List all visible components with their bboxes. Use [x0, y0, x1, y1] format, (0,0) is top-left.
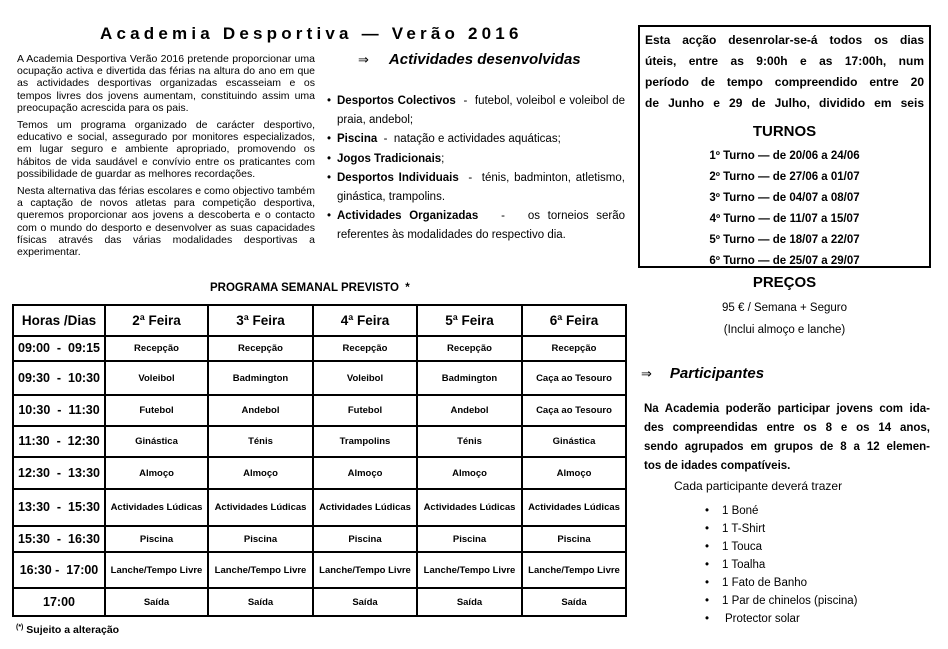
table-cell: Saída	[522, 588, 626, 616]
table-cell: Piscina	[313, 526, 417, 552]
table-cell: Almoço	[313, 457, 417, 489]
table-cell: Recepção	[208, 336, 313, 361]
activities-heading-label: Actividades desenvolvidas	[388, 51, 581, 68]
weekly-schedule-table	[12, 304, 627, 617]
turnos-title: TURNOS	[752, 123, 817, 140]
table-cell: Lanche/Tempo Livre	[105, 552, 208, 588]
activity-name: Piscina	[337, 133, 378, 145]
table-cell: Saída	[208, 588, 313, 616]
bring-item: • 1 Touca	[705, 538, 858, 556]
column-header: 4ª Feira	[313, 305, 417, 336]
bring-item: • 1 T-Shirt	[705, 520, 858, 538]
activity-name: Actividades Organizadas	[337, 210, 479, 222]
info-line: período de tempo compreendido entre 20	[645, 75, 924, 89]
table-row	[13, 395, 626, 426]
column-header: 6ª Feira	[522, 305, 626, 336]
bring-list	[705, 502, 858, 628]
footnote-text: Sujeito a alteração	[23, 624, 120, 636]
participants-heading	[641, 365, 764, 382]
column-header: Horas /Dias	[13, 305, 105, 336]
participants-heading-label: Participantes	[669, 365, 765, 382]
table-cell: Lanche/Tempo Livre	[522, 552, 626, 588]
activity-name: Desportos Colectivos	[337, 95, 456, 107]
activity-item	[325, 92, 625, 129]
bring-item: • 1 Par de chinelos (piscina)	[705, 592, 858, 610]
activity-item	[325, 130, 625, 149]
prices-title: PREÇOS	[752, 274, 817, 291]
table-cell: Badmington	[208, 361, 313, 395]
time-cell: 11:30 - 12:30	[13, 426, 105, 457]
table-cell: Recepção	[417, 336, 522, 361]
activities-list	[325, 92, 625, 245]
table-row	[13, 588, 626, 616]
activity-description: ;	[441, 152, 445, 165]
table-cell: Ténis	[417, 426, 522, 457]
table-cell: Piscina	[208, 526, 313, 552]
table-row	[13, 552, 626, 588]
turno-item: 4º Turno — de 11/07 a 15/07	[709, 213, 860, 225]
time-cell: 17:00	[13, 588, 105, 616]
table-cell: Lanche/Tempo Livre	[417, 552, 522, 588]
table-cell: Piscina	[417, 526, 522, 552]
double-arrow-right-icon: ⇒	[358, 53, 369, 68]
table-cell: Badmington	[417, 361, 522, 395]
table-row	[13, 526, 626, 552]
time-cell: 12:30 - 13:30	[13, 457, 105, 489]
table-cell: Caça ao Tesouro	[522, 361, 626, 395]
schedule-footnote	[16, 624, 119, 636]
table-row	[13, 426, 626, 457]
bring-item: • 1 Toalha	[705, 556, 858, 574]
table-cell: Voleibol	[313, 361, 417, 395]
table-cell: Piscina	[522, 526, 626, 552]
turno-item: 6º Turno — de 25/07 a 29/07	[709, 255, 860, 267]
activity-separator: -	[458, 172, 482, 184]
participants-line: sendo agrupados em grupos de 8 a 12 elemen-	[644, 441, 930, 453]
page-title: Academia Desportiva — Verão 2016	[100, 24, 523, 43]
intro-paragraph: Temos um programa organizado de carácter desportivo, educativo e social, assegurado por monitores especializados, em lugar seguro e ambiente apropriado, promovendo os hábitos de vida saudável e convívio entre os praticantes com possibilidade de guardar as melhores recordações.	[17, 119, 315, 180]
table-cell: Actividades Lúdicas	[105, 489, 208, 526]
bring-title: Cada participante deverá trazer	[674, 479, 843, 493]
activity-description: ténis, badminton, atletismo, ginástica, trampolins.	[337, 172, 625, 203]
price-line: 95 € / Semana + Seguro	[722, 302, 847, 314]
table-cell: Andebol	[417, 395, 522, 426]
participants-line: des compreendidas entre os 8 e os 14 anos,	[644, 422, 930, 434]
schedule-info-box	[638, 25, 931, 268]
table-cell: Saída	[105, 588, 208, 616]
table-cell: Actividades Lúdicas	[313, 489, 417, 526]
table-cell: Recepção	[313, 336, 417, 361]
time-cell: 15:30 - 16:30	[13, 526, 105, 552]
schedule-title: PROGRAMA SEMANAL PREVISTO *	[210, 282, 410, 294]
table-cell: Lanche/Tempo Livre	[313, 552, 417, 588]
intro-paragraph: A Academia Desportiva Verão 2016 pretende proporcionar uma ocupação activa e divertida das férias na altura do ano em que as actividades desportivas organizadas escasseiam e os tempos livres dos jovens aumentam, constituindo assim uma preocupação acrescida para os pais.	[17, 53, 315, 114]
activities-heading	[358, 51, 581, 68]
table-row	[13, 361, 626, 395]
table-row	[13, 489, 626, 526]
activity-separator: -	[478, 210, 528, 222]
activity-name: Jogos Tradicionais	[337, 152, 442, 165]
time-cell: 09:30 - 10:30	[13, 361, 105, 395]
info-line: úteis, entre as 9:00h e as 17:00h, num	[645, 54, 924, 68]
table-cell: Almoço	[522, 457, 626, 489]
table-cell: Actividades Lúdicas	[208, 489, 313, 526]
price-note: (Inclui almoço e lanche)	[723, 324, 846, 336]
table-cell: Recepção	[522, 336, 626, 361]
participants-line: tos de idades compatíveis.	[644, 460, 791, 472]
activity-separator: -	[377, 133, 394, 145]
table-cell: Ginástica	[522, 426, 626, 457]
turno-item: 3º Turno — de 04/07 a 08/07	[709, 192, 860, 204]
table-cell: Recepção	[105, 336, 208, 361]
bring-item: • 1 Fato de Banho	[705, 574, 858, 592]
table-cell: Almoço	[208, 457, 313, 489]
table-cell: Andebol	[208, 395, 313, 426]
table-cell: Futebol	[313, 395, 417, 426]
turno-item: 5º Turno — de 18/07 a 22/07	[709, 234, 860, 246]
activity-name: Desportos Individuais	[337, 172, 459, 184]
table-cell: Caça ao Tesouro	[522, 395, 626, 426]
table-cell: Trampolins	[313, 426, 417, 457]
table-cell: Actividades Lúdicas	[522, 489, 626, 526]
activity-description: futebol, voleibol e voleibol de praia, andebol;	[337, 95, 626, 126]
table-cell: Lanche/Tempo Livre	[208, 552, 313, 588]
column-header: 2ª Feira	[105, 305, 208, 336]
time-cell: 10:30 - 11:30	[13, 395, 105, 426]
table-cell: Saída	[417, 588, 522, 616]
table-cell: Ginástica	[105, 426, 208, 457]
bring-item: • 1 Boné	[705, 502, 858, 520]
bring-item: • Protector solar	[705, 610, 858, 628]
info-text	[645, 30, 924, 114]
info-line: de Junho e 29 de Julho, dividido em seis	[645, 96, 924, 110]
column-header: 3ª Feira	[208, 305, 313, 336]
participants-line: Na Academia poderão participar jovens com ida-	[644, 403, 930, 415]
participants-text	[644, 400, 930, 476]
table-cell: Ténis	[208, 426, 313, 457]
column-header: 5ª Feira	[417, 305, 522, 336]
activity-item	[325, 169, 625, 206]
table-cell: Actividades Lúdicas	[417, 489, 522, 526]
table-cell: Saída	[313, 588, 417, 616]
turno-item: 1º Turno — de 20/06 a 24/06	[709, 150, 860, 162]
time-cell: 13:30 - 15:30	[13, 489, 105, 526]
activity-item	[325, 207, 625, 244]
intro-text	[17, 53, 315, 263]
footnote-mark: (*)	[16, 624, 24, 631]
turno-item: 2º Turno — de 27/06 a 01/07	[709, 171, 860, 183]
table-header-row	[13, 305, 626, 336]
table-cell: Almoço	[105, 457, 208, 489]
table-cell: Voleibol	[105, 361, 208, 395]
activity-description: natação e actividades aquáticas;	[393, 133, 561, 145]
activity-separator: -	[455, 95, 475, 107]
table-cell: Piscina	[105, 526, 208, 552]
table-row	[13, 457, 626, 489]
double-arrow-right-icon: ⇒	[641, 367, 652, 382]
activity-item	[325, 150, 625, 169]
time-cell: 09:00 - 09:15	[13, 336, 105, 361]
table-cell: Futebol	[105, 395, 208, 426]
activity-description: os torneios serão referentes às modalidades do respectivo dia.	[337, 210, 625, 241]
intro-paragraph: Nesta alternativa das férias escolares e como objectivo também a captação de novos atletas para competição desportiva, queremos proporcionar aos jovens a descoberta e o contacto com o mundo do desporto e desenvolver as suas capacidades físicas através das várias modalidades desportivas a experimentar.	[17, 185, 315, 259]
info-line: Esta acção desenrolar-se-á todos os dias	[645, 33, 924, 47]
table-cell: Almoço	[417, 457, 522, 489]
table-row	[13, 336, 626, 361]
time-cell: 16:30 - 17:00	[13, 552, 105, 588]
